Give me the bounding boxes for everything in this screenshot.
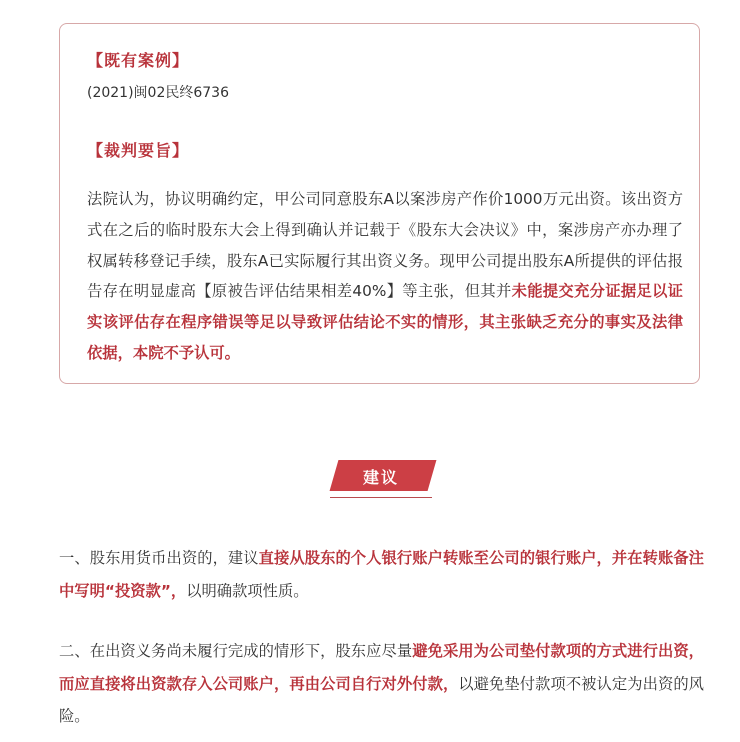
advice-1-emphasis-text: 直接从股东的个人银行账户转账至公司的银行账户，并在转账备注中写明“投资款”， xyxy=(59,549,704,600)
ruling-paragraph xyxy=(87,184,683,369)
advice-banner-label: 建议 xyxy=(362,468,399,487)
existing-case-heading: 【既有案例】 xyxy=(87,51,190,70)
advice-item-1 xyxy=(59,542,704,607)
banner-underline xyxy=(330,497,432,498)
ruling-emphasis-text: 未能提交充分证据足以证实该评估存在程序错误等足以导致评估结论不实的情形，其主张缺乏充分的事实及法律依据，本院不予认可。 xyxy=(87,282,683,362)
advice-2-text: 二、在出资义务尚未履行完成的情形下，股东应尽量 xyxy=(59,642,413,660)
advice-2-text-end: 以避免垫付款项不被认定为出资的风险。 xyxy=(59,674,704,725)
advice-2-emphasis-text: 避免采用为公司垫付款项的方式进行出资，而应直接将出资款存入公司账户，再由公司自行对外付款， xyxy=(59,642,704,693)
advice-1-text: 一、股东用货币出资的，建议 xyxy=(59,549,259,567)
ruling-heading: 【裁判要旨】 xyxy=(87,141,190,160)
advice-item-2 xyxy=(59,635,704,733)
case-box xyxy=(59,23,700,384)
ruling-text: 法院认为，协议明确约定，甲公司同意股东A以案涉房产作价1000万元出资。该出资方式在之后的临时股东大会上得到确认并记载于《股东大会决议》中，案涉房产亦办理了权属转移登记手续，股东A已实际履行其出资义务。现甲公司提出股东A所提供的评估报告存在明显虚高【原被告评估结果相差40%】等主张，但其并 xyxy=(87,190,683,301)
advice-1-text-end: 以明确款项性质。 xyxy=(186,581,309,600)
advice-section-banner xyxy=(330,460,432,502)
case-number: (2021)闽02民终6736 xyxy=(87,85,229,101)
